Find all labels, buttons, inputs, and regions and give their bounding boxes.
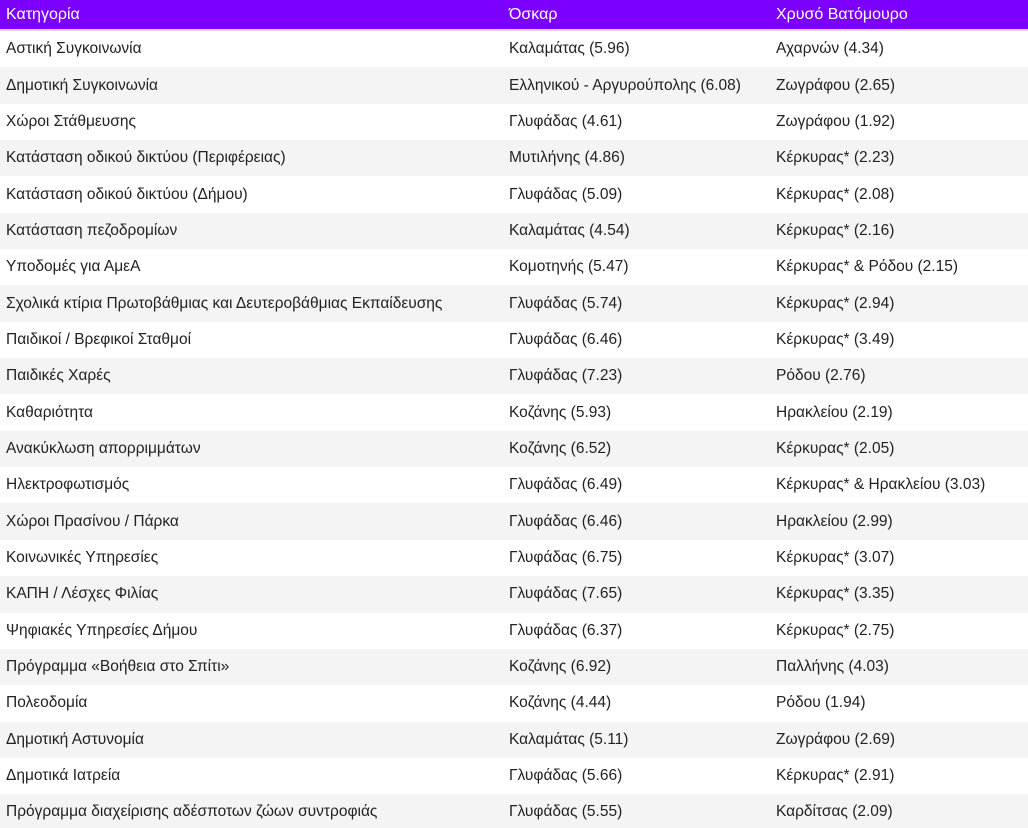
cell-category: Πρόγραμμα διαχείρισης αδέσποτων ζώων συντροφιάς <box>6 803 378 821</box>
cell-category: Κατάσταση οδικού δικτύου (Περιφέρειας) <box>6 149 286 167</box>
table-row <box>0 540 1028 576</box>
header-golden-raspberry: Χρυσό Βατόμουρο <box>776 5 908 23</box>
cell-category: ΚΑΠΗ / Λέσχες Φιλίας <box>6 585 159 603</box>
table-row <box>0 358 1028 394</box>
cell-oscar: Γλυφάδας (5.74) <box>509 294 623 312</box>
cell-oscar: Γλυφάδας (5.66) <box>509 767 623 785</box>
cell-golden-raspberry: Κέρκυρας* (2.94) <box>776 294 895 312</box>
cell-oscar: Κοζάνης (6.52) <box>509 439 612 457</box>
cell-golden-raspberry: Κέρκυρας* & Ρόδου (2.15) <box>776 258 959 276</box>
cell-category: Δημοτική Συγκοινωνία <box>6 76 158 94</box>
cell-golden-raspberry: Κέρκυρας* (2.08) <box>776 185 895 203</box>
cell-golden-raspberry: Ρόδου (2.76) <box>776 367 866 385</box>
table-row <box>0 67 1028 103</box>
table-row <box>0 722 1028 758</box>
table-row <box>0 285 1028 321</box>
table-row <box>0 685 1028 721</box>
header-category: Κατηγορία <box>6 5 80 23</box>
cell-golden-raspberry: Ζωγράφου (2.69) <box>776 730 896 748</box>
cell-golden-raspberry: Ζωγράφου (1.92) <box>776 112 896 130</box>
table-row <box>0 104 1028 140</box>
table-row <box>0 394 1028 430</box>
cell-golden-raspberry: Ηρακλείου (2.99) <box>776 512 893 530</box>
cell-oscar: Μυτιλήνης (4.86) <box>509 149 625 167</box>
cell-oscar: Κοζάνης (4.44) <box>509 694 612 712</box>
cell-golden-raspberry: Κέρκυρας* (2.05) <box>776 439 895 457</box>
cell-category: Παιδικές Χαρές <box>6 367 111 385</box>
cell-oscar: Γλυφάδας (7.23) <box>509 367 623 385</box>
table-row <box>0 758 1028 794</box>
cell-category: Δημοτικά Ιατρεία <box>6 767 121 785</box>
table-row <box>0 649 1028 685</box>
table-row <box>0 213 1028 249</box>
cell-category: Χώροι Στάθμευσης <box>6 112 136 130</box>
cell-oscar: Γλυφάδας (5.09) <box>509 185 623 203</box>
table-body <box>0 31 1028 828</box>
cell-golden-raspberry: Κέρκυρας* (2.91) <box>776 767 895 785</box>
cell-category: Πολεοδομία <box>6 694 88 712</box>
table-row <box>0 503 1028 539</box>
cell-golden-raspberry: Ζωγράφου (2.65) <box>776 76 896 94</box>
header-oscar: Όσκαρ <box>509 5 558 23</box>
cell-category: Κοινωνικές Υπηρεσίες <box>6 548 159 566</box>
cell-golden-raspberry: Αχαρνών (4.34) <box>776 40 884 58</box>
cell-golden-raspberry: Καρδίτσας (2.09) <box>776 803 893 821</box>
cell-oscar: Γλυφάδας (6.75) <box>509 548 623 566</box>
cell-category: Υποδομές για ΑμεΑ <box>6 258 141 276</box>
cell-category: Ανακύκλωση απορριμμάτων <box>6 439 201 457</box>
cell-oscar: Ελληνικού - Αργυρούπολης (6.08) <box>509 76 741 94</box>
cell-golden-raspberry: Ηρακλείου (2.19) <box>776 403 893 421</box>
cell-oscar: Κομοτηνής (5.47) <box>509 258 629 276</box>
cell-category: Πρόγραμμα «Βοήθεια στο Σπίτι» <box>6 658 230 676</box>
table-row <box>0 322 1028 358</box>
cell-oscar: Γλυφάδας (6.46) <box>509 512 623 530</box>
cell-category: Αστική Συγκοινωνία <box>6 40 142 58</box>
cell-golden-raspberry: Ρόδου (1.94) <box>776 694 866 712</box>
cell-oscar: Κοζάνης (6.92) <box>509 658 612 676</box>
table-row <box>0 613 1028 649</box>
cell-oscar: Γλυφάδας (4.61) <box>509 112 623 130</box>
cell-golden-raspberry: Κέρκυρας* (2.75) <box>776 621 895 639</box>
cell-category: Καθαριότητα <box>6 403 93 421</box>
cell-category: Ηλεκτροφωτισμός <box>6 476 130 494</box>
cell-golden-raspberry: Κέρκυρας* (2.23) <box>776 149 895 167</box>
cell-category: Ψηφιακές Υπηρεσίες Δήμου <box>6 621 198 639</box>
cell-oscar: Γλυφάδας (5.55) <box>509 803 623 821</box>
cell-category: Κατάσταση πεζοδρομίων <box>6 221 178 239</box>
cell-category: Κατάσταση οδικού δικτύου (Δήμου) <box>6 185 248 203</box>
cell-category: Παιδικοί / Βρεφικοί Σταθμοί <box>6 330 192 348</box>
cell-golden-raspberry: Κέρκυρας* (3.07) <box>776 548 895 566</box>
table-row <box>0 140 1028 176</box>
table-row <box>0 431 1028 467</box>
cell-category: Χώροι Πρασίνου / Πάρκα <box>6 512 179 530</box>
cell-golden-raspberry: Παλλήνης (4.03) <box>776 658 889 676</box>
cell-oscar: Γλυφάδας (7.65) <box>509 585 623 603</box>
table-row <box>0 576 1028 612</box>
table-row <box>0 794 1028 828</box>
cell-oscar: Γλυφάδας (6.49) <box>509 476 623 494</box>
cell-golden-raspberry: Κέρκυρας* & Ηρακλείου (3.03) <box>776 476 986 494</box>
cell-category: Σχολικά κτίρια Πρωτοβάθμιας και Δευτεροβάθμιας Εκπαίδευσης <box>6 294 443 312</box>
cell-oscar: Καλαμάτας (5.11) <box>509 730 629 748</box>
cell-category: Δημοτική Αστυνομία <box>6 730 144 748</box>
table-row <box>0 176 1028 212</box>
cell-oscar: Γλυφάδας (6.46) <box>509 330 623 348</box>
cell-golden-raspberry: Κέρκυρας* (3.35) <box>776 585 895 603</box>
cell-golden-raspberry: Κέρκυρας* (2.16) <box>776 221 895 239</box>
cell-golden-raspberry: Κέρκυρας* (3.49) <box>776 330 895 348</box>
cell-oscar: Καλαμάτας (4.54) <box>509 221 630 239</box>
table-row <box>0 467 1028 503</box>
table-row <box>0 31 1028 67</box>
cell-oscar: Καλαμάτας (5.96) <box>509 40 630 58</box>
cell-oscar: Γλυφάδας (6.37) <box>509 621 623 639</box>
table-header <box>0 0 1028 31</box>
table-row <box>0 249 1028 285</box>
cell-oscar: Κοζάνης (5.93) <box>509 403 612 421</box>
